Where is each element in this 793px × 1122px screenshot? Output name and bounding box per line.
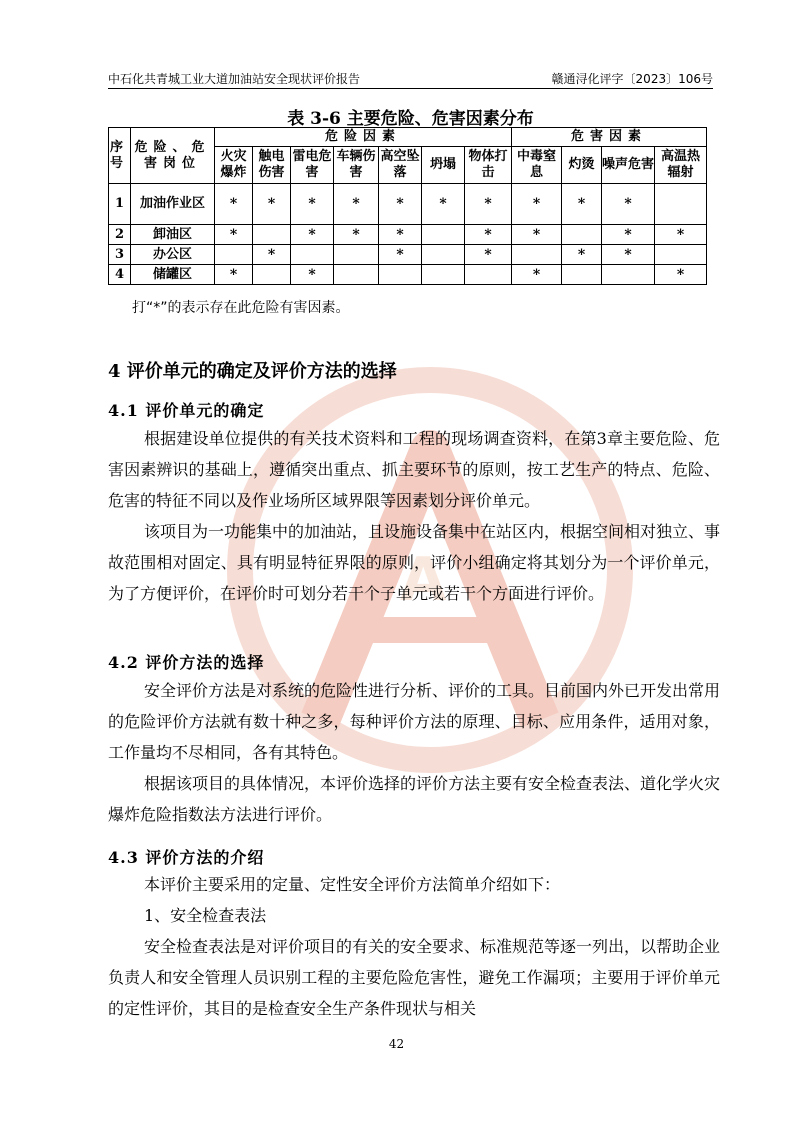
hazard-mark-cell: * <box>465 245 512 265</box>
paragraph: 根据建设单位提供的有关技术资料和工程的现场调查资料，在第3章主要危险、危害因素辨识的基础上，遵循突出重点、抓主要环节的原则，按工艺生产的特点、危险、危害的特征不同以及作业场所区域界限等因素划分评价单元。 <box>108 429 720 510</box>
table-row <box>109 225 707 245</box>
hazard-mark-cell: * <box>655 225 707 245</box>
factor-header: 中毒窒息 <box>512 147 562 184</box>
hazard-mark-cell <box>602 265 655 285</box>
hazard-mark-cell: * <box>334 184 379 225</box>
hazard-mark-cell: * <box>291 225 334 245</box>
hazard-mark-cell: * <box>602 245 655 265</box>
hazard-mark-cell: * <box>562 184 602 225</box>
factor-header: 高温热辐射 <box>655 147 707 184</box>
hazard-mark-cell: * <box>512 184 562 225</box>
row-seq: 4 <box>109 265 131 285</box>
hazard-distribution-table <box>108 127 707 285</box>
hazard-mark-cell <box>562 225 602 245</box>
paragraph: 根据该项目的具体情况，本评价选择的评价方法主要有安全检查表法、道化学火灾爆炸危险指数法方法进行评价。 <box>108 774 721 824</box>
section-4-3-title: 4.3 评价方法的介绍 <box>108 848 265 867</box>
hazard-mark-cell: * <box>465 225 512 245</box>
hazard-mark-cell: * <box>422 184 465 225</box>
hazard-mark-cell <box>253 265 291 285</box>
factor-header: 灼烫 <box>562 147 602 184</box>
group-header-danger: 危险因素 <box>215 128 512 147</box>
hazard-mark-cell: * <box>512 225 562 245</box>
hazard-mark-cell: * <box>379 245 422 265</box>
hazard-mark-cell <box>253 225 291 245</box>
col-header-seq: 序号 <box>109 128 131 184</box>
hazard-mark-cell <box>512 245 562 265</box>
hazard-mark-cell: * <box>602 225 655 245</box>
col-header-post: 危险、危害岗位 <box>131 128 215 184</box>
section-4-2-title: 4.2 评价方法的选择 <box>108 653 265 672</box>
row-post: 储罐区 <box>131 265 215 285</box>
table-title: 表 3-6 主要危险、危害因素分布 <box>287 109 534 129</box>
factor-header: 车辆伤害 <box>334 147 379 184</box>
factor-header: 雷电危害 <box>291 147 334 184</box>
hazard-mark-cell: * <box>562 245 602 265</box>
group-header-harm: 危害因素 <box>512 128 707 147</box>
row-post: 加油作业区 <box>131 184 215 225</box>
hazard-mark-cell <box>465 265 512 285</box>
hazard-mark-cell <box>334 265 379 285</box>
hazard-mark-cell: * <box>655 265 707 285</box>
hazard-mark-cell: * <box>379 184 422 225</box>
hazard-mark-cell: * <box>215 225 253 245</box>
page-header <box>108 70 713 89</box>
row-post: 卸油区 <box>131 225 215 245</box>
hazard-mark-cell: * <box>334 225 379 245</box>
header-document-number: 赣通浔化评字〔2023〕106号 <box>551 72 713 86</box>
row-seq: 1 <box>109 184 131 225</box>
factor-header: 噪声危害 <box>602 147 655 184</box>
table-note: 打“*”的表示存在此危险有害因素。 <box>132 300 350 316</box>
hazard-mark-cell: * <box>379 225 422 245</box>
hazard-mark-cell <box>422 265 465 285</box>
factor-header: 高空坠落 <box>379 147 422 184</box>
section-4-title: 4 评价单元的确定及评价方法的选择 <box>108 361 397 382</box>
table-row <box>109 184 707 225</box>
factor-header: 坍塌 <box>422 147 465 184</box>
paragraph: 本评价主要采用的定量、定性安全评价方法简单介绍如下： <box>144 875 561 894</box>
hazard-mark-cell <box>334 245 379 265</box>
factor-header: 触电伤害 <box>253 147 291 184</box>
paragraph: 该项目为一功能集中的加油站，且设施设备集中在站区内，根据空间相对独立、事故范围相对固定、具有明显特征界限的原则，评价小组确定将其划分为一个评价单元，为了方便评价，在评价时可划分若干个子单元或若干个方面进行评价。 <box>108 522 721 603</box>
paragraph: 安全评价方法是对系统的危险性进行分析、评价的工具。目前国内外已开发出常用的危险评价方法就有数十种之多，每种评价方法的原理、目标、应用条件，适用对象，工作量均不尽相同，各有其特色。 <box>108 681 721 762</box>
section-4-1-title: 4.1 评价单元的确定 <box>108 401 265 420</box>
paragraph: 安全检查表法是对评价项目的有关的安全要求、标准规范等逐一列出，以帮助企业负责人和安全管理人员识别工程的主要危险危害性，避免工作漏项；主要用于评价单元的定性评价，其目的是检查安全生产条件现状与相关 <box>108 937 721 1018</box>
hazard-mark-cell <box>379 265 422 285</box>
hazard-mark-cell: * <box>215 184 253 225</box>
hazard-mark-cell: * <box>253 245 291 265</box>
row-seq: 2 <box>109 225 131 245</box>
hazard-mark-cell <box>655 245 707 265</box>
hazard-mark-cell <box>422 245 465 265</box>
row-post: 办公区 <box>131 245 215 265</box>
hazard-mark-cell: * <box>291 184 334 225</box>
factor-header: 火灾爆炸 <box>215 147 253 184</box>
header-report-title: 中石化共青城工业大道加油站安全现状评价报告 <box>108 72 361 86</box>
svg-text:A: A <box>400 545 447 615</box>
hazard-mark-cell <box>422 225 465 245</box>
hazard-mark-cell: * <box>602 184 655 225</box>
table-row <box>109 265 707 285</box>
hazard-mark-cell <box>562 265 602 285</box>
hazard-mark-cell: * <box>291 265 334 285</box>
hazard-mark-cell <box>291 245 334 265</box>
factor-header: 物体打击 <box>465 147 512 184</box>
hazard-mark-cell: * <box>215 265 253 285</box>
hazard-mark-cell: * <box>253 184 291 225</box>
row-seq: 3 <box>109 245 131 265</box>
hazard-mark-cell <box>655 184 707 225</box>
table-row <box>109 245 707 265</box>
hazard-mark-cell: * <box>465 184 512 225</box>
hazard-mark-cell <box>215 245 253 265</box>
list-item: 1、安全检查表法 <box>144 906 267 925</box>
page-number: 42 <box>388 1037 405 1051</box>
hazard-mark-cell: * <box>512 265 562 285</box>
